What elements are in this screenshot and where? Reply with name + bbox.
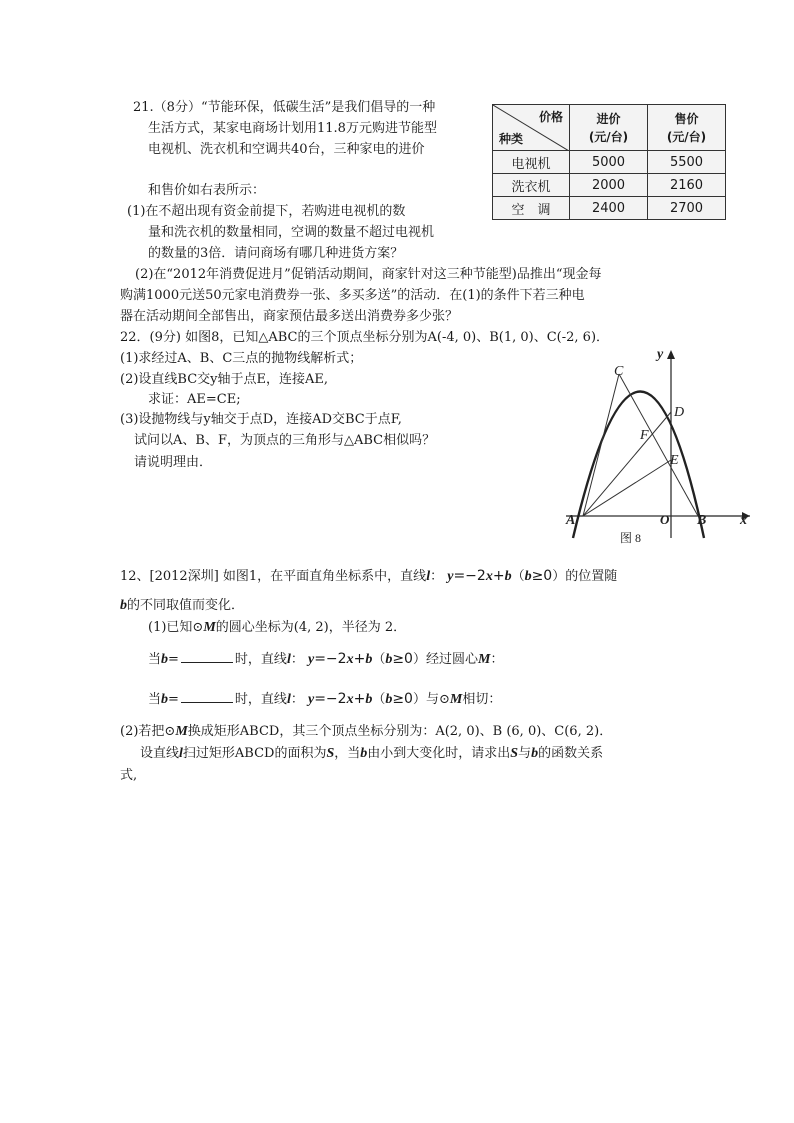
q12-line2 (120, 598, 244, 614)
q22-part3-line2: 试问以A、B、F，为顶点的三角形与△ABC相似吗？ (134, 433, 436, 448)
plus: + (492, 568, 505, 584)
p2-line2-f: 的函数关系 (538, 746, 604, 761)
q21-part1-line1: (1)在不超出现有资金前提下，若购进电视机的数 (127, 204, 406, 219)
p2-line2-e: 与 (518, 746, 532, 761)
var-S: S (326, 746, 335, 761)
table-row (493, 174, 726, 197)
col-price-header-line2: (元/台) (666, 129, 707, 144)
q21-part1-line3: 的数量的3倍．请问商场有哪几种进货方案？ (148, 246, 404, 261)
p2-a: (2)若把⊙ (120, 724, 176, 739)
q12-line2-suffix: 的不同取值而变化． (127, 598, 245, 613)
line-l: l (286, 652, 291, 667)
answer-blank-2[interactable] (181, 690, 233, 703)
var-b: b (120, 598, 127, 613)
price-table (492, 104, 726, 220)
table-corner-cell (493, 105, 570, 151)
row-price: 2700 (648, 197, 726, 220)
q22-part2-line1: (2)设直线BC交y轴于点E，连接AE, (120, 372, 329, 387)
colon: ： (430, 569, 444, 584)
colon: ： (290, 652, 304, 667)
var-y: y (307, 652, 315, 667)
var-b: b (365, 692, 373, 707)
tail-colon: ： (490, 652, 504, 667)
cond-open: （ (372, 652, 386, 667)
plus: + (353, 651, 366, 667)
var-y: y (307, 692, 315, 707)
through-center: 经过圆心 (425, 652, 478, 667)
ge0: ≥0 (531, 568, 553, 584)
cond-close: ） (412, 652, 426, 667)
when: 当 (148, 652, 162, 667)
line-l: l (426, 569, 431, 584)
q12-part2-line2 (140, 746, 603, 762)
var-b: b (360, 746, 368, 761)
q22-part1: (1)求经过A、B、C三点的抛物线解析式； (120, 351, 363, 366)
eq-mid: =−2 (314, 691, 347, 707)
q12-part1-blank1 (148, 650, 503, 668)
var-x: x (346, 692, 354, 707)
var-b: b (524, 569, 532, 584)
var-b: b (365, 652, 373, 667)
var-x: x (346, 652, 354, 667)
row-name: 电视机 (493, 151, 570, 174)
var-M: M (203, 620, 216, 635)
figure-8 (560, 342, 760, 552)
var-b: b (504, 569, 512, 584)
time-line: 时，直线 (234, 652, 287, 667)
q22-line1: 22．(9分) 如图8，已知△ABC的三个顶点坐标分别为A(-4, 0)、B(1, 0)、C(-2, 6)． (120, 330, 610, 345)
var-b: b (385, 652, 393, 667)
when: 当 (148, 692, 162, 707)
q22-part2-line2: 求证：AE=CE; (148, 392, 241, 407)
col-cost-header-line2: (元/台) (588, 129, 629, 144)
q21-part2-line3: 器在活动期间全部售出，商家预估最多送出消费券多少张？ (120, 309, 459, 324)
p2-line2-b: 扫过矩形ABCD的面积为 (182, 746, 327, 761)
var-b: b (161, 692, 169, 707)
row-cost: 5000 (570, 151, 648, 174)
eq-mid: =−2 (453, 568, 486, 584)
tangent-b: 相切： (462, 692, 502, 707)
answer-blank-1[interactable] (181, 650, 233, 663)
corner-top-label: 价格 (538, 110, 563, 124)
label-O: O (660, 512, 670, 527)
label-E: E (670, 453, 679, 468)
cond-close: ） (412, 692, 426, 707)
label-x: x (740, 513, 747, 528)
ge0: ≥0 (392, 691, 413, 707)
col-price-header-line1: 售价 (674, 111, 699, 126)
label-y: y (657, 347, 664, 362)
var-M: M (478, 652, 491, 667)
var-b: b (161, 652, 169, 667)
col-cost-header-line1: 进价 (596, 111, 621, 126)
p2-line2-c: ，当 (334, 746, 361, 761)
var-x: x (485, 569, 493, 584)
p1-a: (1)已知⊙ (148, 620, 204, 635)
col-cost-header (570, 105, 648, 151)
q21-line4: 和售价如右表所示： (148, 183, 266, 198)
q12-suffix: 的位置随 (565, 569, 618, 584)
eq-mid: =−2 (314, 651, 347, 667)
q12-line1 (120, 568, 617, 585)
row-price: 2160 (648, 174, 726, 197)
var-M: M (449, 692, 463, 707)
ge0: ≥0 (392, 651, 413, 667)
var-b: b (385, 692, 393, 707)
cond-open: （ (511, 569, 525, 584)
cond-open: （ (372, 692, 386, 707)
eq: = (168, 652, 179, 667)
q21-line2: 生活方式，某家电商场计划用11.8万元购进节能型 (148, 121, 437, 136)
eq: = (168, 692, 179, 707)
row-price: 5500 (648, 151, 726, 174)
q21-line3: 电视机、洗衣机和空调共40台，三种家电的进价 (148, 142, 425, 157)
p2-b: 换成矩形ABCD，其三个顶点坐标分别为：A(2, 0)、B (6, 0)、C(6, 2)． (187, 724, 613, 739)
var-y: y (447, 569, 454, 584)
p1-b: 的圆心坐标为(4, 2)，半径为 2． (215, 620, 407, 635)
plus: + (353, 691, 366, 707)
figure-caption: 图 8 (620, 531, 642, 545)
y-axis-arrow-icon (667, 350, 675, 359)
label-C: C (614, 364, 624, 379)
q12-part2-line1 (120, 724, 612, 740)
line-l: l (286, 692, 291, 707)
row-cost: 2000 (570, 174, 648, 197)
q22-part3-line3: 请说明理由． (134, 455, 213, 470)
col-price-header (648, 105, 726, 151)
p2-line2-d: 由小到大变化时，请求出 (367, 746, 511, 761)
row-name: 洗衣机 (493, 174, 570, 197)
row-cost: 2400 (570, 197, 648, 220)
q12-part1-blank2 (148, 690, 501, 708)
tangent-a: 与⊙ (425, 692, 450, 707)
label-A: A (566, 513, 576, 528)
q21-part1-line2: 量和洗衣机的数量相同，空调的数量不超过电视机 (148, 225, 435, 240)
corner-bottom-label: 种类 (499, 132, 524, 146)
label-F: F (640, 428, 649, 443)
row-name: 空 调 (493, 197, 570, 220)
q22-part3-line1: (3)设抛物线与y轴交于点D，连接AD交BC于点F, (120, 412, 402, 427)
q12-part2-line3: 式, (120, 768, 138, 783)
time-line: 时，直线 (234, 692, 287, 707)
line-l: l (179, 746, 183, 761)
table-row (493, 197, 726, 220)
var-S: S (510, 746, 519, 761)
q12-prefix: 12、[2012深圳] 如图1，在平面直角坐标系中，直线 (120, 569, 427, 584)
colon: ： (290, 692, 304, 707)
label-D: D (674, 405, 685, 420)
table-row (493, 151, 726, 174)
q21-part2-line2: 购满1000元送50元家电消费券一张、多买多送”的活动．在(1)的条件下若三种电 (120, 288, 585, 303)
cond-close: ） (552, 569, 566, 584)
label-B: B (697, 513, 707, 528)
p2-line2-a: 设直线 (140, 746, 180, 761)
q12-part1 (148, 620, 406, 636)
var-M: M (175, 724, 188, 739)
var-b: b (531, 746, 539, 761)
q21-part2-line1: (2)在“2012年消费促进月”促销活动期间，商家针对这三种节能型)品推出“现金每 (135, 267, 602, 282)
q21-line1: 21.（8分）“节能环保，低碳生活”是我们倡导的一种 (133, 100, 436, 115)
